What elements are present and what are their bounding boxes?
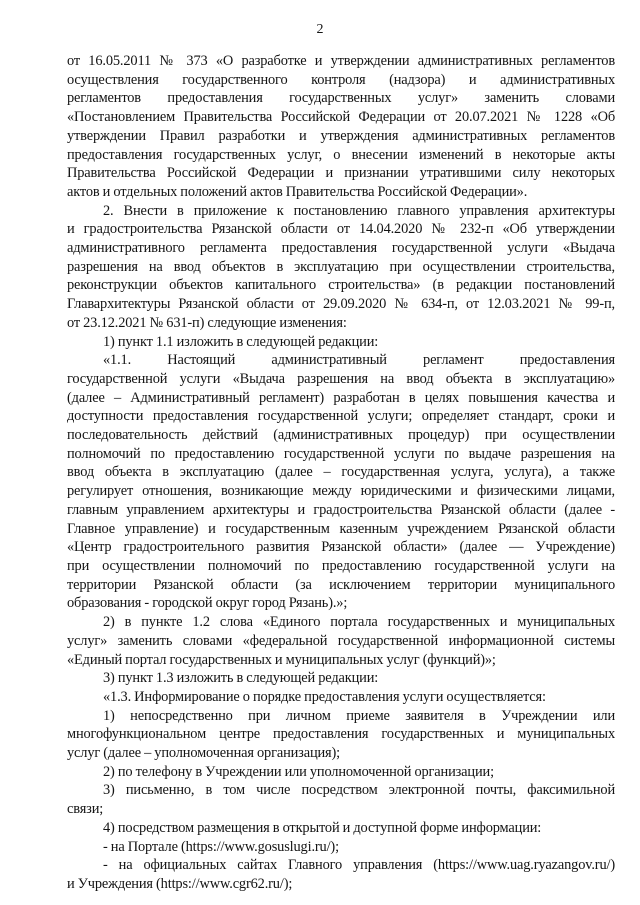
text-line: от 23.12.2021 № 631-п) следующие изменения:: [67, 314, 347, 331]
text-line: Правительства Российской Федерации и признании утратившими силу некоторых: [67, 165, 615, 182]
paragraph-method-1: [67, 707, 615, 763]
text-line: 1) непосредственно при личном приеме заявителя в Учреждении или: [103, 707, 615, 724]
paragraph-method-3: [67, 781, 615, 818]
text-line: главным управлением архитектуры и градостроительства Рязанской области (далее -: [67, 501, 615, 518]
text-line: услуг» заменить словами «федеральной государственной информационной системы: [67, 632, 615, 649]
text-line: разрешения на ввод объектов в эксплуатацию при осуществлении строительства,: [67, 258, 615, 275]
paragraph-clause-1-3: [67, 688, 615, 707]
text-line: реконструкции объектов капитального строительства» (в редакции постановлений: [67, 277, 615, 294]
text-line: 2. Внести в приложение к постановлению главного управления архитектуры: [103, 202, 615, 219]
paragraph-subitem-1: [67, 333, 615, 352]
text-line: 3) пункт 1.3 изложить в следующей редакции:: [103, 670, 379, 687]
text-line: (далее – Административный регламент) разработан в целях повышения качества и: [67, 389, 615, 406]
text-line: «1.3. Информирование о порядке предоставления услуги осуществляется:: [103, 688, 546, 705]
text-line: и градостроительства Рязанской области от 14.04.2020 № 232-п «Об утверждении: [67, 221, 615, 238]
text-line: 3) письменно, в том числе посредством электронной почты, факсимильной: [103, 782, 615, 799]
text-line: 1) пункт 1.1 изложить в следующей редакции:: [103, 333, 379, 350]
text-line: осуществления государственного контроля (надзора) и административных: [67, 71, 615, 88]
text-line: регламентов предоставления государственных услуг» заменить словами: [67, 90, 615, 107]
text-line: ввод объекта в эксплуатацию (далее – государственная услуга, услуга), а также: [67, 464, 615, 481]
text-line: Главное управление) и государственным казенным учреждением Рязанской области: [67, 520, 615, 537]
text-line: «Единый портал государственных и муниципальных услуг (функций)»;: [67, 651, 496, 668]
text-line: актов и отдельных положений актов Правительства Российской Федерации».: [67, 183, 528, 200]
text-line: и Учреждения (https://www.cgr62.ru/);: [67, 875, 293, 892]
text-line: «1.1. Настоящий административный регламент предоставления: [103, 352, 615, 369]
paragraph-method-2: [67, 763, 615, 782]
paragraph-subitem-2: [67, 613, 615, 669]
paragraph-subitem-3: [67, 669, 615, 688]
paragraph-method-4: [67, 819, 615, 838]
text-line: «Центр градостроительного развития Рязанской области» (далее — Учреждение): [67, 539, 615, 556]
text-line: услуг (далее – уполномоченная организация);: [67, 745, 341, 762]
text-line: 2) в пункте 1.2 слова «Единого портала государственных и муниципальных: [103, 614, 615, 631]
text-line: 2) по телефону в Учреждении или уполномоченной организации;: [103, 763, 494, 780]
text-line: государственной услуги «Выдача разрешения на ввод объекта в эксплуатацию»: [67, 370, 615, 387]
text-line: территории Рязанской области (за исключением территории муниципального: [67, 576, 615, 593]
text-line: при осуществлении полномочий по предоставлению государственной услуги на: [67, 557, 615, 574]
text-line: связи;: [67, 801, 104, 818]
text-line: последовательность действий (административных процедур) при осуществлении: [67, 427, 615, 444]
text-line: полномочий по предоставлению государственной услуги по выдаче разрешения на: [67, 445, 615, 462]
paragraph-continuation: [67, 52, 615, 202]
text-line: - на Портале (https://www.gosuslugi.ru/);: [103, 838, 339, 855]
document-body: [67, 52, 615, 894]
text-line: доступности предоставления государственной услуги; определяет стандарт, сроки и: [67, 408, 615, 425]
paragraph-item-2: [67, 202, 615, 333]
text-line: от 16.05.2011 № 373 «О разработке и утверждении административных регламентов: [67, 53, 615, 69]
text-line: - на официальных сайтах Главного управления (https://www.uag.ryazangov.ru/): [103, 857, 615, 874]
paragraph-clause-1-1: [67, 351, 615, 613]
page-number: 2: [316, 22, 324, 37]
text-line: 4) посредством размещения в открытой и доступной форме информации:: [103, 819, 542, 836]
text-line: образования - городской округ город Рязань).»;: [67, 595, 348, 612]
text-line: «Постановлением Правительства Российской Федерации от 20.07.2021 № 1228 «Об: [67, 109, 615, 126]
text-line: многофункциональном центре предоставления государственных и муниципальных: [67, 726, 615, 743]
paragraph-portal-link: [67, 838, 615, 857]
text-line: утверждении Правил разработки и утверждения административных регламентов: [67, 127, 615, 144]
text-line: административного регламента предоставления государственной услуги «Выдача: [67, 240, 615, 257]
text-line: Главархитектуры Рязанской области от 29.09.2020 № 634-п, от 12.03.2021 № 99-п,: [67, 296, 615, 313]
text-line: предоставления государственных услуг, о внесении изменений в некоторые акты: [67, 146, 615, 163]
text-line: регулирует отношения, возникающие между юридическими и физическими лицами,: [67, 483, 615, 500]
paragraph-official-sites: [67, 856, 615, 893]
